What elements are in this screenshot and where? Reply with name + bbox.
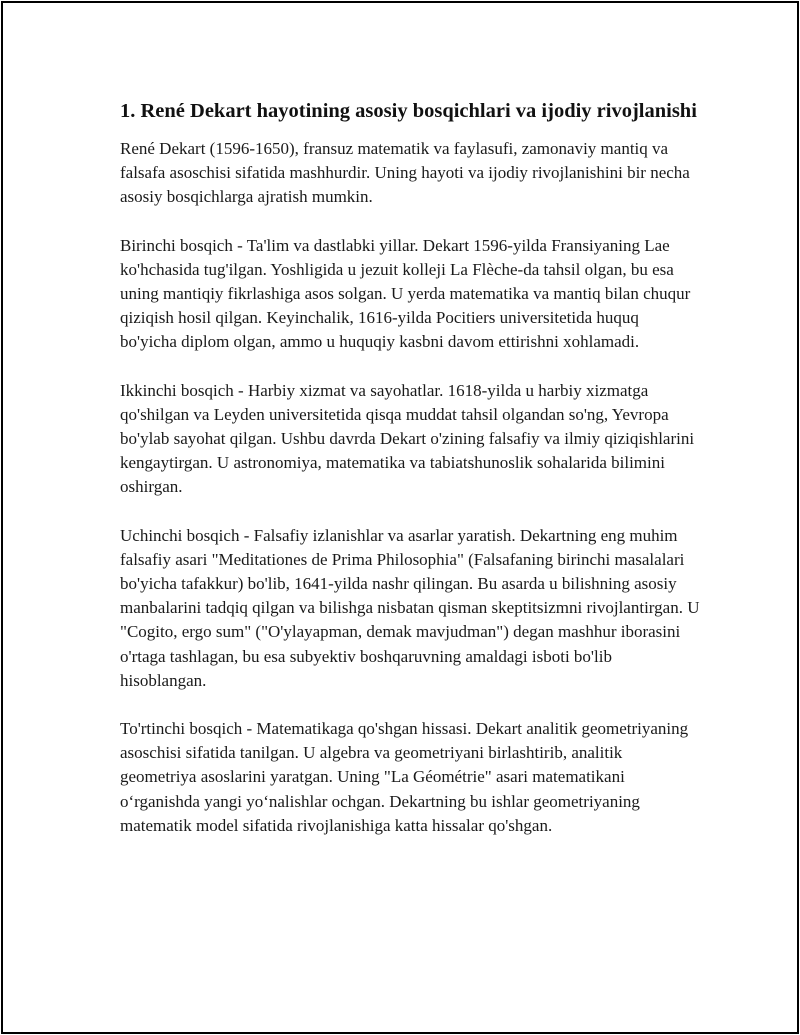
paragraph-stage-three: Uchinchi bosqich - Falsafiy izlanishlar va asarlar yaratish. Dekartning eng muhim falsafiy asari "Meditationes de Prima Philosophia" (Falsafaning birinchi masalalari bo'yicha tafakkur) bo'lib, 1641-yilda nashr qilingan. Bu asarda u bilishning asosiy manbalarini tadqiq qilgan va bilishga nisbatan qisman skeptitsizmni rivojlantirgan. U "Cogito, ergo sum" ("O'ylayapman, demak mavjudman") degan mashhur iborasini o'rtaga tashlagan, bu esa subyektiv boshqaruvning amaldagi isboti bo'lib hisoblangan. bbox=[120, 525, 700, 690]
page-frame bbox=[1, 1, 799, 1034]
paragraph-stage-four: To'rtinchi bosqich - Matematikaga qo'shgan hissasi. Dekart analitik geometriyaning asoschisi sifatida tanilgan. U algebra va geometriyani birlashtirib, analitik geometriya asoslarini yaratgan. Uning "La Géométrie" asari matematikani o‘rganishda yangi yo‘nalishlar ochgan. Dekartning bu ishlar geometriyaning matematik model sifatida rivojlanishiga katta hissalar qo'shgan. bbox=[120, 719, 689, 835]
document-body bbox=[120, 97, 700, 862]
paragraph-intro: René Dekart (1596-1650), fransuz matematik va faylasufi, zamonaviy mantiq va falsafa asoschisi sifatida mashhurdir. Uning hayoti va ijodiy rivojlanishini bir necha asosiy bosqichlarga ajratish mumkin. bbox=[120, 139, 690, 207]
paragraph-stage-two: Ikkinchi bosqich - Harbiy xizmat va sayohatlar. 1618-yilda u harbiy xizmatga qo'shilgan va Leyden universitetida qisqa muddat tahsil olgandan so'ng, Yevropa bo'ylab sayohat qilgan. Ushbu davrda Dekart o'zining falsafiy va ilmiy qiziqishlarini kengaytirgan. U astronomiya, matematika va tabiatshunoslik sohalarida bilimini oshirgan. bbox=[120, 380, 695, 497]
section-heading: 1. René Dekart hayotining asosiy bosqichlari va ijodiy rivojlanishi bbox=[120, 100, 697, 122]
paragraph-stage-one: Birinchi bosqich - Ta'lim va dastlabki yillar. Dekart 1596-yilda Fransiyaning Lae ko'hchasida tug'ilgan. Yoshligida u jezuit kolleji La Flèche-da tahsil olgan, bu esa uning mantiqiy fikrlashiga asos solgan. U yerda matematika va mantiq bilan chuqur qiziqish hosil qilgan. Keyinchalik, 1616-yilda Pocitiers universitetida huquq bo'yicha diplom olgan, ammo u huquqiy kasbni davom ettirishni xohlamadi. bbox=[120, 235, 691, 352]
